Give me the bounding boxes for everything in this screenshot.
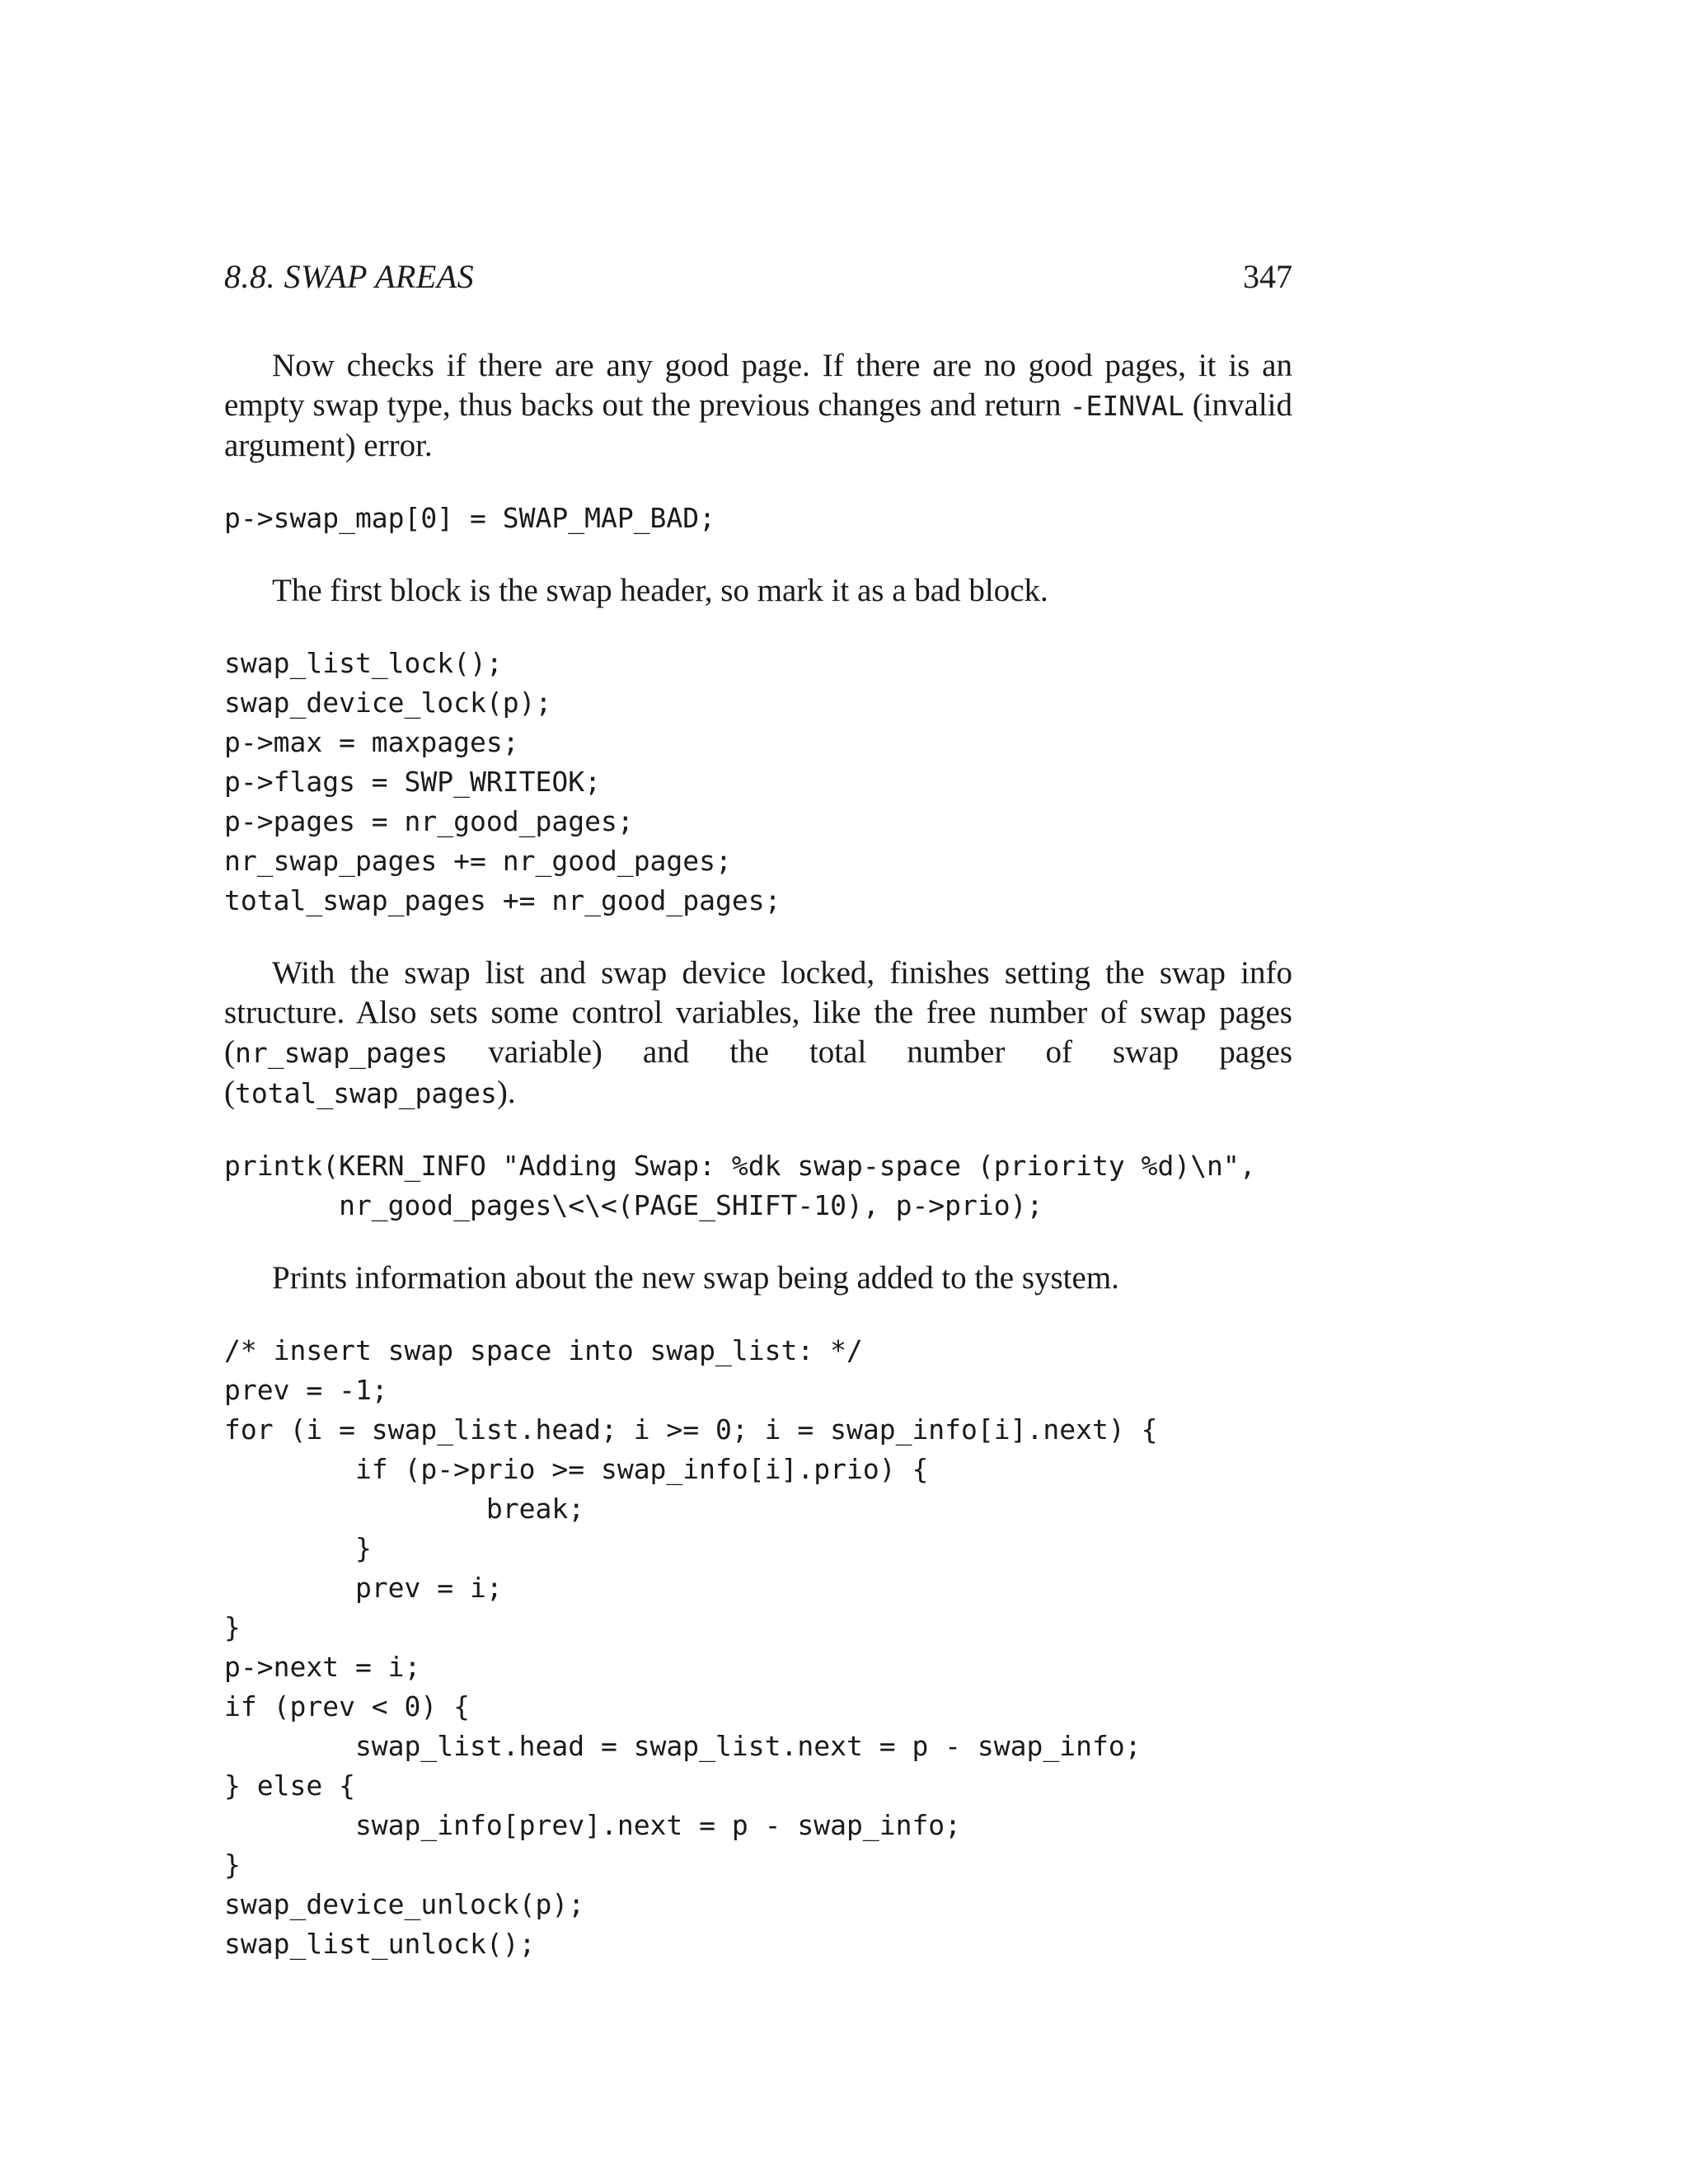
paragraph-swap-info-setup <box>224 954 1292 1113</box>
paragraph-text: variable) and the total number of swap pages ( <box>224 1034 1292 1110</box>
paragraph-text: (invalid argument) error. <box>224 387 1292 463</box>
paragraph-text: With the swap list and swap device locked, finishes setting the swap info structure. Also sets some control variables, like the free number of swap pages ( <box>224 955 1292 1070</box>
paragraph-text: Now checks if there are any good page. If there are no good pages, it is an empty swap type, thus backs out the previous changes and return <box>224 348 1292 423</box>
page-body <box>224 346 1292 1964</box>
inline-code-einval: -EINVAL <box>1069 390 1184 422</box>
code-block-swap-map: p->swap_map[0] = SWAP_MAP_BAD; <box>224 502 716 534</box>
paragraph-bad-block: The first block is the swap header, so mark it as a bad block. <box>272 573 1048 608</box>
section-title: 8.8. SWAP AREAS <box>224 258 475 295</box>
inline-code-total-swap-pages: total_swap_pages <box>235 1077 497 1109</box>
code-block-insert-swap-list: /* insert swap space into swap_list: */ prev = -1; for (i = swap_list.head; i >= 0; i = swap_info[i].next) { if (p->prio >= swap_info[i].prio) { break; } prev = i; } p->next = i; if (prev < 0) { swap_list.head = swap_list.next = p - swap_info; } else { swap_info[prev].next = p - swap_info; } swap_device_unlock(p); swap_list_unlock(); <box>224 1334 1158 1960</box>
inline-code-nr-swap-pages: nr_swap_pages <box>235 1037 448 1069</box>
paragraph-text: ). <box>496 1075 516 1110</box>
running-header <box>224 257 1292 307</box>
code-block-lock-and-set: swap_list_lock(); swap_device_lock(p); p->max = maxpages; p->flags = SWP_WRITEOK; p->pages = nr_good_pages; nr_swap_pages += nr_good_pages; total_swap_pages += nr_good_pages; <box>224 647 781 916</box>
paragraph-good-pages-check <box>224 346 1292 466</box>
paragraph-prints-info: Prints information about the new swap being added to the system. <box>272 1260 1119 1296</box>
code-block-printk: printk(KERN_INFO "Adding Swap: %dk swap-space (priority %d)\n", nr_good_pages\<\<(PAGE_SHIFT-10), p->prio); <box>224 1150 1256 1221</box>
page-number: 347 <box>1243 258 1292 295</box>
